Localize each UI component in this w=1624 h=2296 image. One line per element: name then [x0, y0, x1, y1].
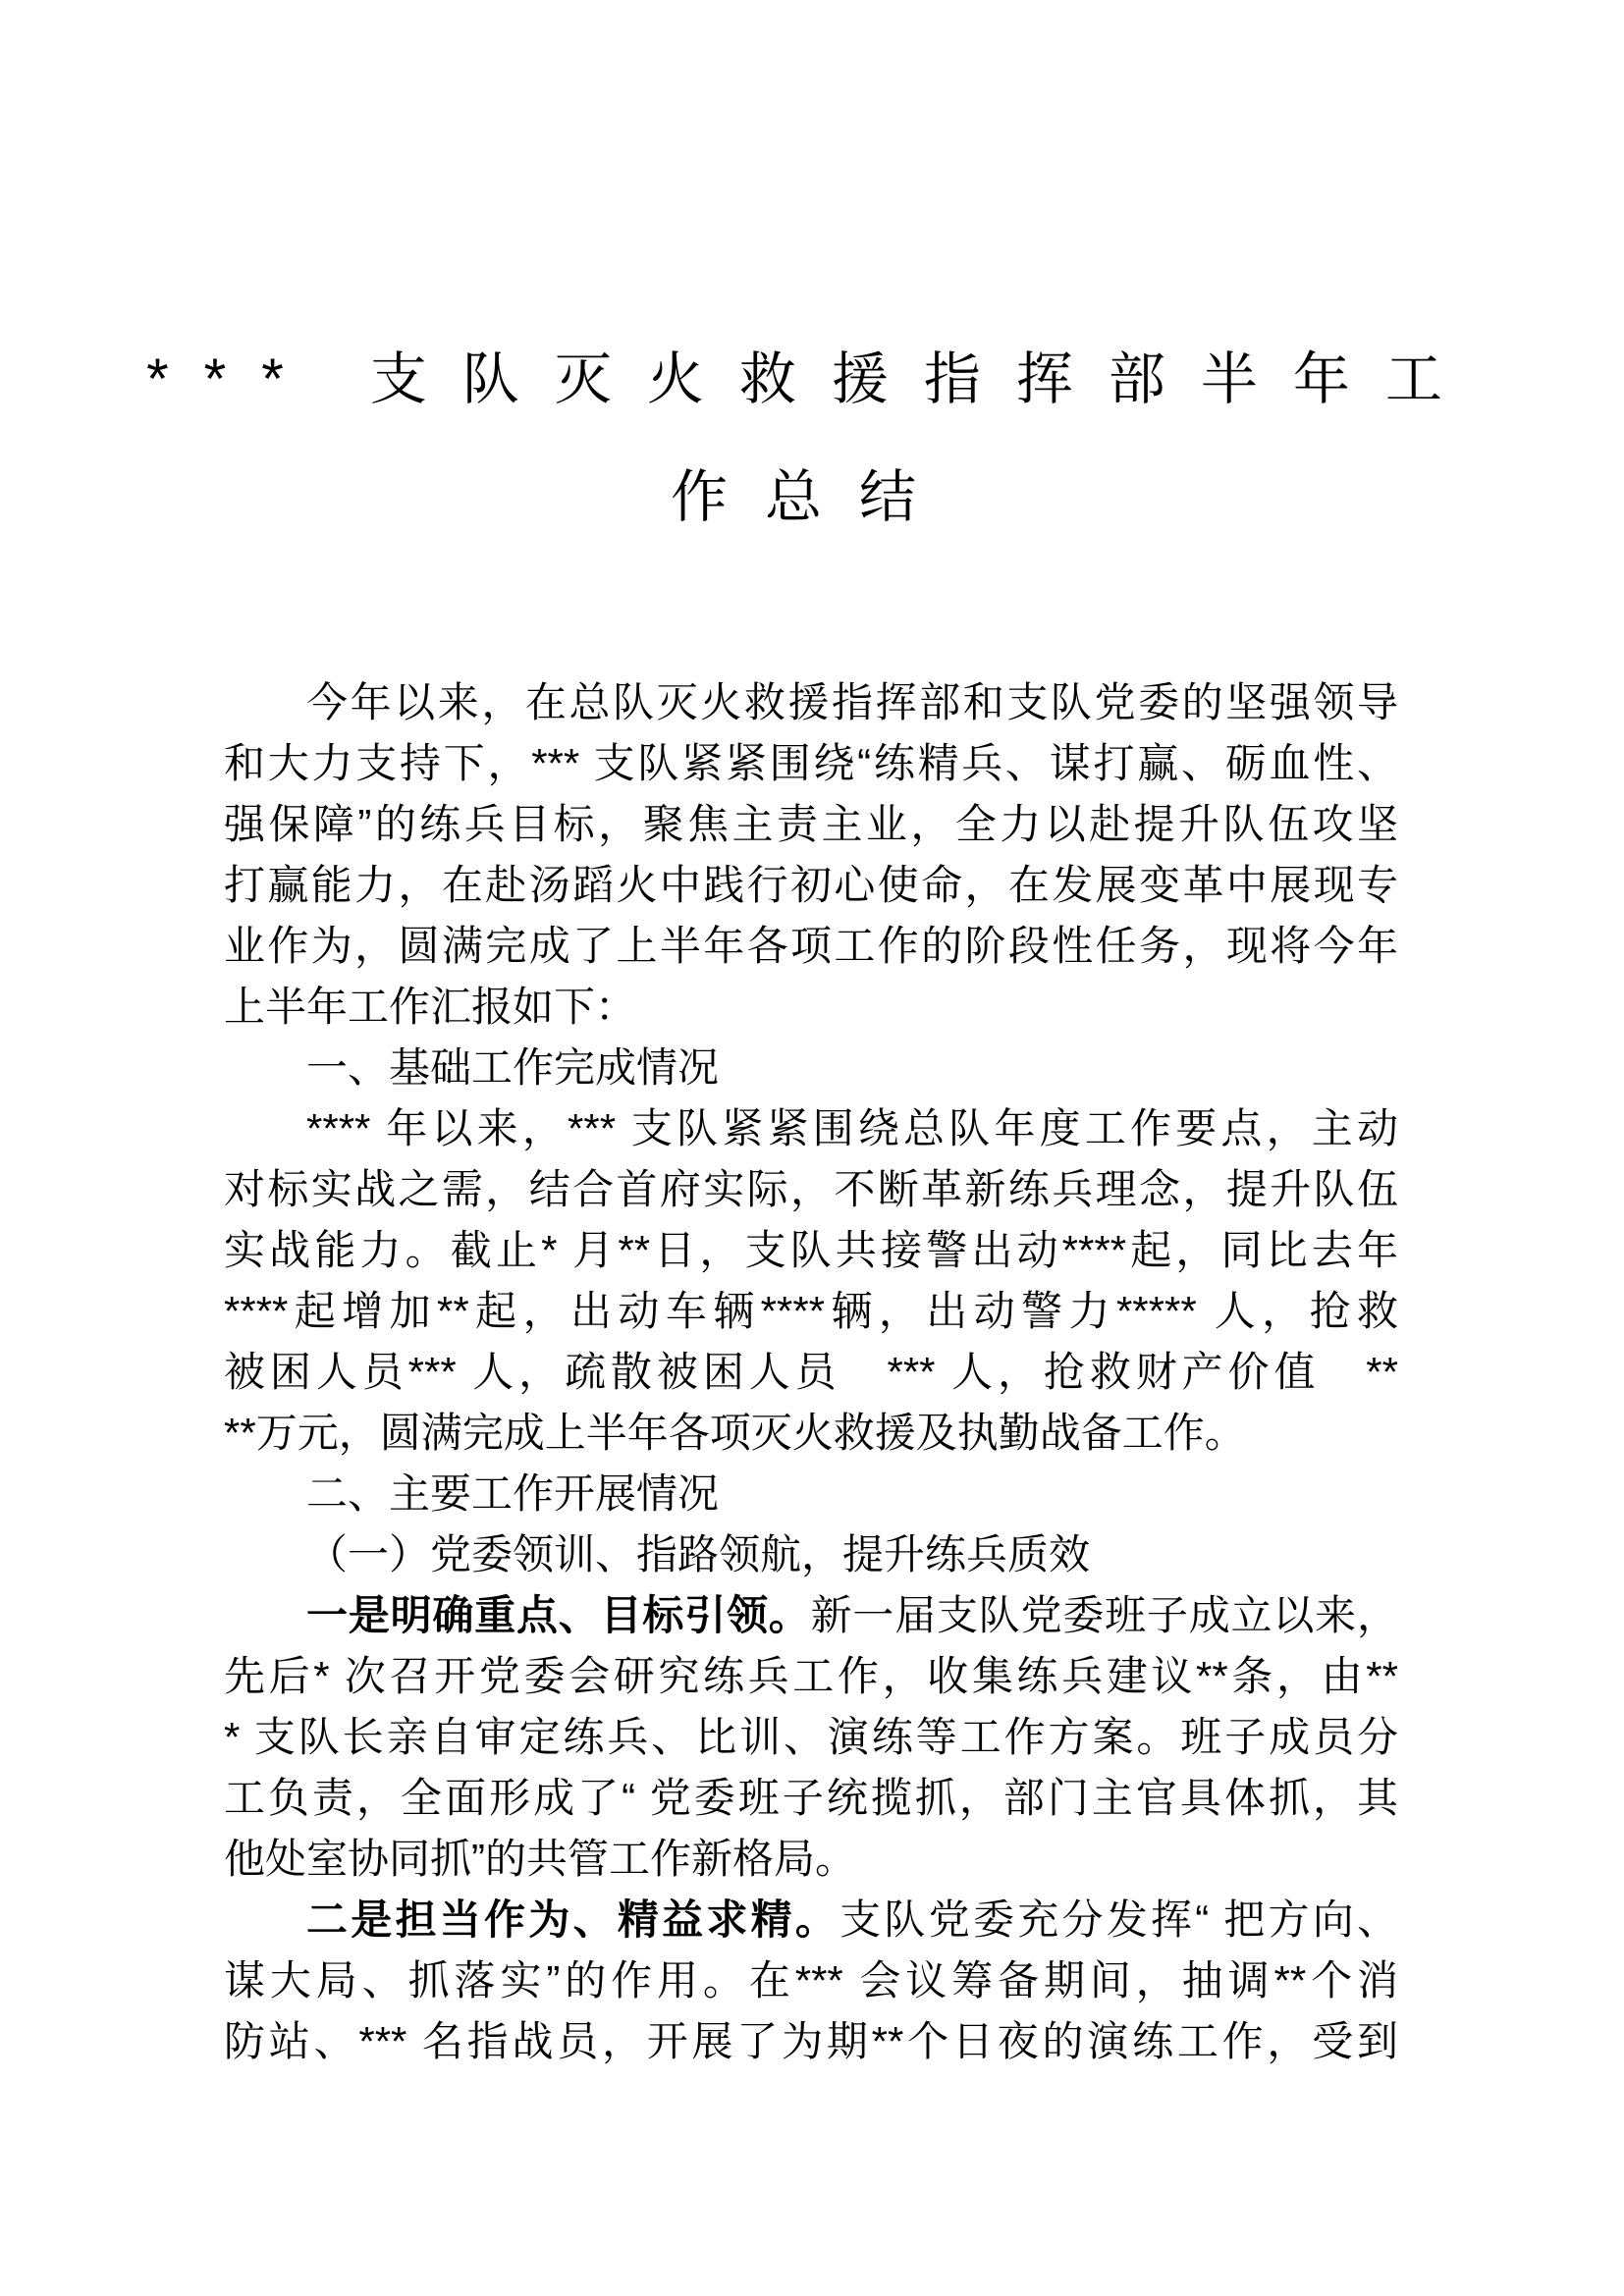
text-run: 被困人员*** 人，疏散被困人员 *** 人，抢救财产价值 **	[224, 1349, 1398, 1395]
body-line	[224, 1950, 1398, 2011]
text-run: * 支队长亲自审定练兵、比训、演练等工作方案。班子成员分	[224, 1714, 1398, 1760]
text-run: 支队党委充分发挥“ 把方向、	[839, 1896, 1398, 1943]
body-line	[224, 1829, 1398, 1890]
body-line	[224, 1342, 1398, 1403]
text-run: 强保障”的练兵目标，聚焦主责主业，全力以赴提升队伍攻坚	[224, 801, 1398, 847]
body-line	[224, 1038, 1398, 1098]
text-run: 工负责，全面形成了“ 党委班子统揽抓，部门主官具体抓，其	[224, 1775, 1398, 1821]
document-body	[224, 672, 1398, 2072]
text-run: 实战能力。截止* 月**日，支队共接警出动****起，同比去年	[224, 1227, 1398, 1273]
body-line	[224, 733, 1398, 794]
text-run: 业作为，圆满完成了上半年各项工作的阶段性任务，现将今年	[224, 923, 1398, 969]
body-line	[224, 1464, 1398, 1524]
body-line	[224, 1707, 1398, 1768]
text-run: 上半年工作汇报如下：	[224, 984, 637, 1030]
bold-run: 一是明确重点、目标引领。	[306, 1592, 811, 1638]
text-run: 对标实战之需，结合首府实际，不断革新练兵理念，提升队伍	[224, 1166, 1398, 1212]
body-line	[224, 1220, 1398, 1281]
body-line	[224, 916, 1398, 977]
body-line	[224, 1890, 1398, 1950]
bold-run: 二是担当作为、精益求精。	[306, 1896, 840, 1943]
text-run: 今年以来，在总队灭火救援指挥部和支队党委的坚强领导	[306, 679, 1398, 725]
text-run: 他处室协同抓”的共管工作新格局。	[224, 1836, 856, 1882]
body-line	[224, 2011, 1398, 2072]
text-run: **** 年以来，*** 支队紧紧围绕总队年度工作要点，主动	[306, 1105, 1398, 1151]
text-run: 新一届支队党委班子成立以来，	[810, 1592, 1398, 1638]
body-line	[224, 672, 1398, 733]
text-run: 防站、*** 名指战员，开展了为期**个日夜的演练工作，受到	[224, 2018, 1398, 2064]
document-title-line-1: *** 支队灭火救援指挥部半年工	[146, 347, 1478, 411]
text-run: **万元，圆满完成上半年各项灭火救援及执勤战备工作。	[224, 1410, 1246, 1456]
document-title	[108, 321, 1516, 557]
body-line	[224, 1646, 1398, 1707]
text-run: 先后* 次召开党委会研究练兵工作，收集练兵建议**条，由**	[224, 1653, 1398, 1699]
text-run: 一、基础工作完成情况	[306, 1044, 720, 1091]
body-line	[224, 855, 1398, 916]
text-run: 打赢能力，在赴汤蹈火中践行初心使命，在发展变革中展现专	[224, 862, 1398, 908]
body-line	[224, 977, 1398, 1038]
body-line	[224, 1585, 1398, 1646]
body-line	[224, 1098, 1398, 1159]
text-run: 谋大局、抓落实”的作用。在*** 会议筹备期间，抽调**个消	[224, 1957, 1398, 2003]
text-run: （一）党委领训、指路领航，提升练兵质效	[306, 1531, 1091, 1577]
text-run: 和大力支持下，*** 支队紧紧围绕“练精兵、谋打赢、砺血性、	[224, 740, 1398, 786]
text-run: ****起增加**起，出动车辆****辆，出动警力***** 人，抢救	[224, 1288, 1398, 1334]
body-line	[224, 1403, 1398, 1464]
body-line	[224, 794, 1398, 855]
document-title-line-2: 作总结	[670, 465, 953, 529]
body-line	[224, 1768, 1398, 1829]
text-run: 二、主要工作开展情况	[306, 1470, 720, 1517]
body-line	[224, 1281, 1398, 1342]
body-line	[224, 1159, 1398, 1220]
body-line	[224, 1524, 1398, 1585]
